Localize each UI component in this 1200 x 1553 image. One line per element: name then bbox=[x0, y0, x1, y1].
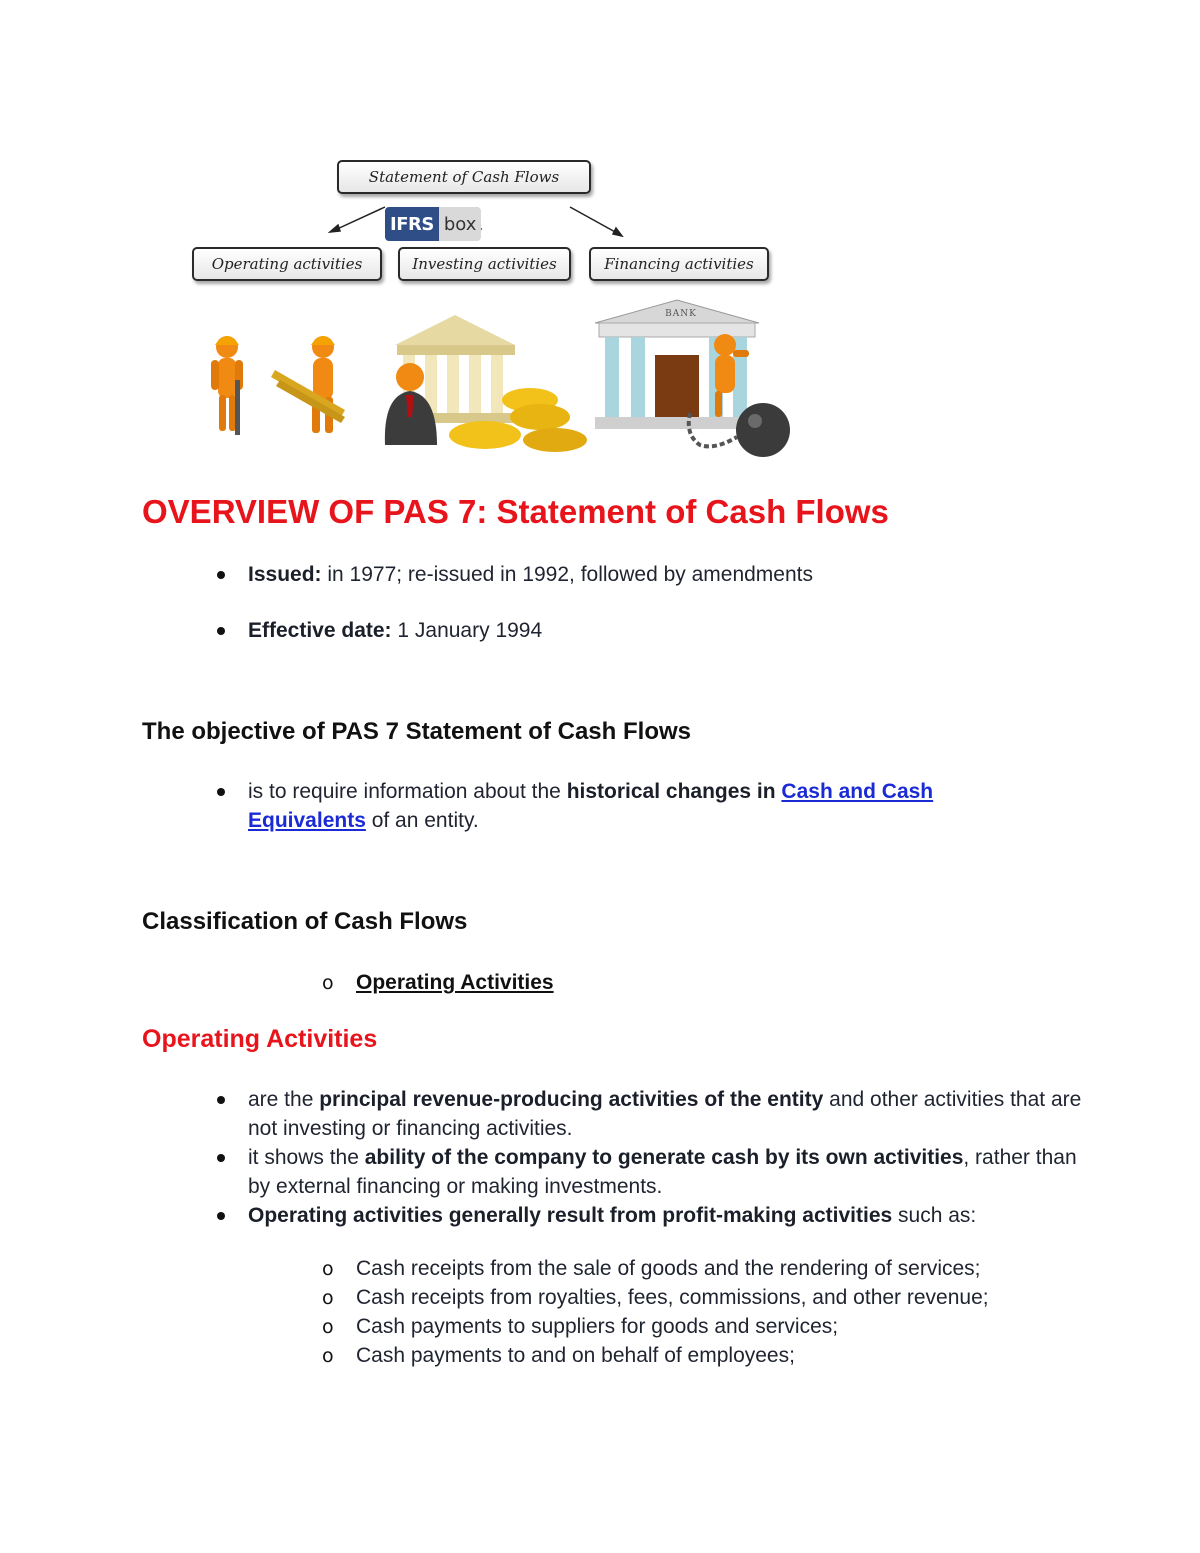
objective-list bbox=[142, 777, 1042, 835]
financing-activities-box: Financing activities bbox=[589, 247, 769, 281]
effective-date-text: 1 January 1994 bbox=[391, 619, 543, 642]
classification-list bbox=[322, 968, 1022, 997]
op-b1-post: and other activities that are not investing or financing activities. bbox=[248, 1088, 1082, 1140]
list-item: o Cash receipts from the sale of goods and the rendering of services; bbox=[322, 1254, 1062, 1283]
logo-box-text: box bbox=[439, 207, 482, 241]
cash-flow-figure bbox=[185, 155, 795, 470]
list-item: o Cash payments to suppliers for goods and services; bbox=[322, 1312, 1062, 1341]
list-item bbox=[142, 1201, 1082, 1230]
op-b1-pre: are the bbox=[248, 1088, 320, 1111]
op-b3-post: such as: bbox=[892, 1204, 977, 1227]
list-item: o Cash payments to and on behalf of employees; bbox=[322, 1341, 1062, 1370]
list-item bbox=[142, 777, 1042, 835]
op-b3-bold: Operating activities generally result from profit-making activities bbox=[248, 1204, 893, 1227]
page-title: OVERVIEW OF PAS 7: Statement of Cash Flows bbox=[142, 493, 889, 530]
objective-bold: historical changes in bbox=[566, 780, 782, 803]
cash-equivalents-link[interactable]: Cash and Cash Equivalents bbox=[248, 780, 934, 832]
operating-activities-link[interactable]: Operating Activities bbox=[356, 971, 554, 994]
investing-activities-box: Investing activities bbox=[398, 247, 571, 281]
statement-of-cash-flows-box: Statement of Cash Flows bbox=[337, 160, 591, 194]
issue-list bbox=[142, 560, 1042, 672]
op-b2-pre: it shows the bbox=[248, 1146, 365, 1169]
ifrsbox-logo bbox=[385, 207, 481, 241]
list-item bbox=[142, 560, 1042, 589]
issued-label: Issued: bbox=[248, 563, 322, 586]
investing-icon bbox=[385, 315, 587, 452]
list-item bbox=[142, 616, 1042, 645]
workers-icon bbox=[211, 336, 345, 435]
issued-text: in 1977; re-issued in 1992, followed by amendments bbox=[321, 563, 813, 586]
effective-date-label: Effective date: bbox=[248, 619, 392, 642]
objective-heading: The objective of PAS 7 Statement of Cash Flows bbox=[142, 718, 691, 745]
objective-pre: is to require information about the bbox=[248, 780, 567, 803]
operating-sub-list bbox=[322, 1254, 1062, 1370]
op-b1-bold: principal revenue-producing activities of the entity bbox=[319, 1088, 824, 1111]
objective-post: of an entity. bbox=[365, 809, 479, 832]
financing-icon bbox=[595, 300, 790, 457]
logo-ifrs-text: IFRS bbox=[385, 207, 439, 241]
bank-label: BANK bbox=[665, 309, 697, 319]
list-item bbox=[322, 968, 1022, 997]
classification-heading: Classification of Cash Flows bbox=[142, 908, 468, 935]
operating-activities-box: Operating activities bbox=[192, 247, 382, 281]
list-item bbox=[142, 1085, 1082, 1143]
list-item bbox=[142, 1143, 1082, 1201]
operating-activities-heading: Operating Activities bbox=[142, 1025, 378, 1053]
list-item: o Cash receipts from royalties, fees, commissions, and other revenue; bbox=[322, 1283, 1062, 1312]
op-b2-bold: ability of the company to generate cash by its own activities bbox=[364, 1146, 964, 1169]
op-b2-post: , rather than by external financing or making investments. bbox=[248, 1146, 1077, 1198]
operating-list bbox=[142, 1085, 1082, 1230]
